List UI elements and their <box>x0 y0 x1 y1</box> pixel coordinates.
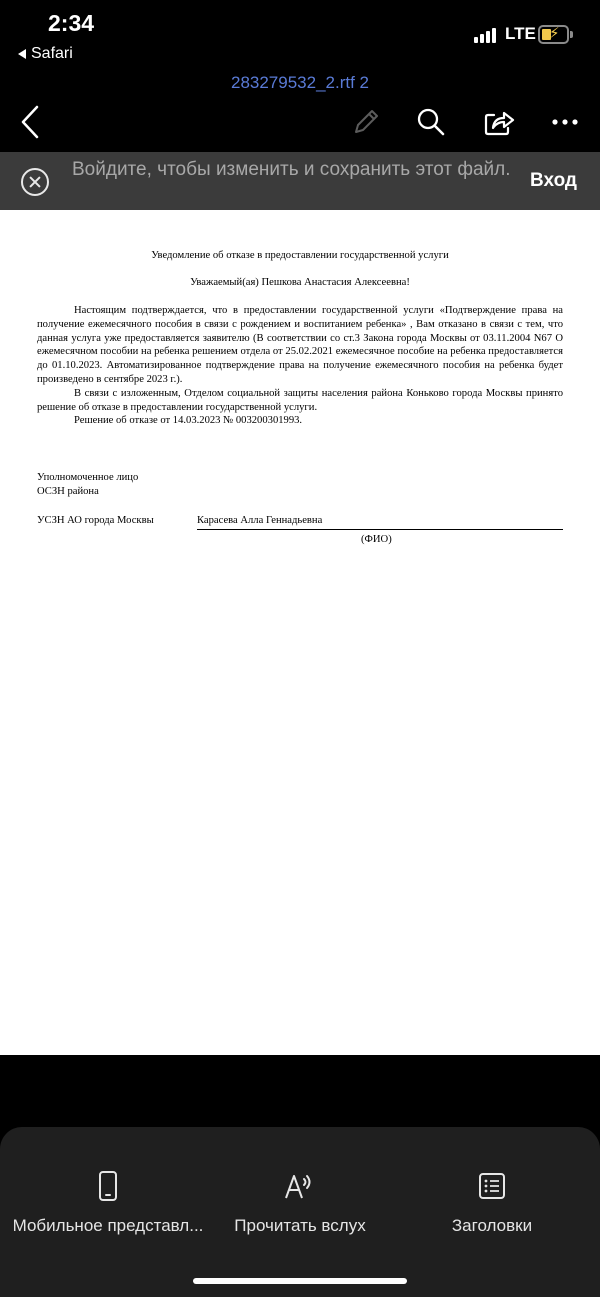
document-title: Уведомление об отказе в предоставлении государственной услуги <box>151 250 449 261</box>
bottom-action-bar <box>0 1127 600 1297</box>
file-name[interactable]: 283279532_2.rtf 2 <box>230 73 369 92</box>
back-icon[interactable] <box>12 104 48 140</box>
signal-icon <box>474 27 496 43</box>
status-bar <box>0 0 600 70</box>
battery-cap <box>570 31 573 38</box>
headings-list-icon <box>392 1169 592 1203</box>
mobile-view-button[interactable] <box>8 1169 208 1236</box>
fio-label: (ФИО) <box>361 534 392 545</box>
signature-line <box>197 529 563 530</box>
document-body <box>37 304 563 428</box>
headings-button[interactable] <box>392 1169 592 1236</box>
signer-block <box>37 471 138 498</box>
sign-in-banner <box>0 152 600 210</box>
paragraph: В связи с изложенным, Отделом социальной защиты населения района Коньково города Москвы принято решение об отказе в предоставлении государственной услуги. <box>37 387 563 413</box>
close-icon[interactable] <box>21 168 49 196</box>
mobile-view-label: Мобильное представл... <box>12 1216 204 1235</box>
paragraph: Решение об отказе от 14.03.2023 № 003200301993. <box>74 415 303 427</box>
battery-icon: ⚡ <box>538 25 569 44</box>
department: УСЗН АО города Москвы <box>37 515 154 526</box>
read-aloud-icon <box>200 1169 400 1203</box>
read-aloud-button[interactable] <box>200 1169 400 1236</box>
toolbar <box>0 96 600 148</box>
search-icon[interactable] <box>413 104 449 140</box>
login-button[interactable]: Вход <box>530 170 577 191</box>
network-label: LTE <box>505 24 536 43</box>
banner-message: Войдите, чтобы изменить и сохранить этот файл. <box>72 159 511 180</box>
more-icon[interactable] <box>547 104 583 140</box>
signer-name: Карасева Алла Геннадьевна <box>197 515 323 526</box>
share-icon[interactable] <box>481 104 517 140</box>
phone-icon <box>8 1169 208 1203</box>
document-greeting: Уважаемый(ая) Пешкова Анастасия Алексеевна! <box>190 277 410 288</box>
home-indicator[interactable] <box>193 1278 407 1284</box>
headings-label: Заголовки <box>451 1216 533 1235</box>
back-to-safari[interactable] <box>18 45 73 63</box>
back-triangle-icon <box>18 49 26 59</box>
read-aloud-label: Прочитать вслух <box>234 1216 366 1235</box>
edit-icon[interactable] <box>348 104 384 140</box>
paragraph: Настоящим подтверждается, что в предоставлении государственной услуги «Подтверждение права на получение ежемесячного пособия в связи с рождением и воспитанием ребенка» , Вам отказано в связи с тем, что данная услуга уже предоставляется заявителю (В соответствии со ст.3 Закона города Москвы от 03.11.2004 N67 О ежемесячном пособии на ребенка решением отдела от 25.02.2021 ежемесячное пособие на ребенка предоставляется до 01.10.2023. Автоматизированное подтверждение права на получение ежемесячного пособия на ребенка будет произведено в сентябре 2023 г.). <box>37 305 563 385</box>
back-app-label: Safari <box>31 45 73 62</box>
signer-role: Уполномоченное лицо <box>37 472 139 483</box>
signer-org: ОСЗН района <box>37 485 99 497</box>
document-page[interactable] <box>0 210 600 1055</box>
clock: 2:34 <box>48 10 95 36</box>
